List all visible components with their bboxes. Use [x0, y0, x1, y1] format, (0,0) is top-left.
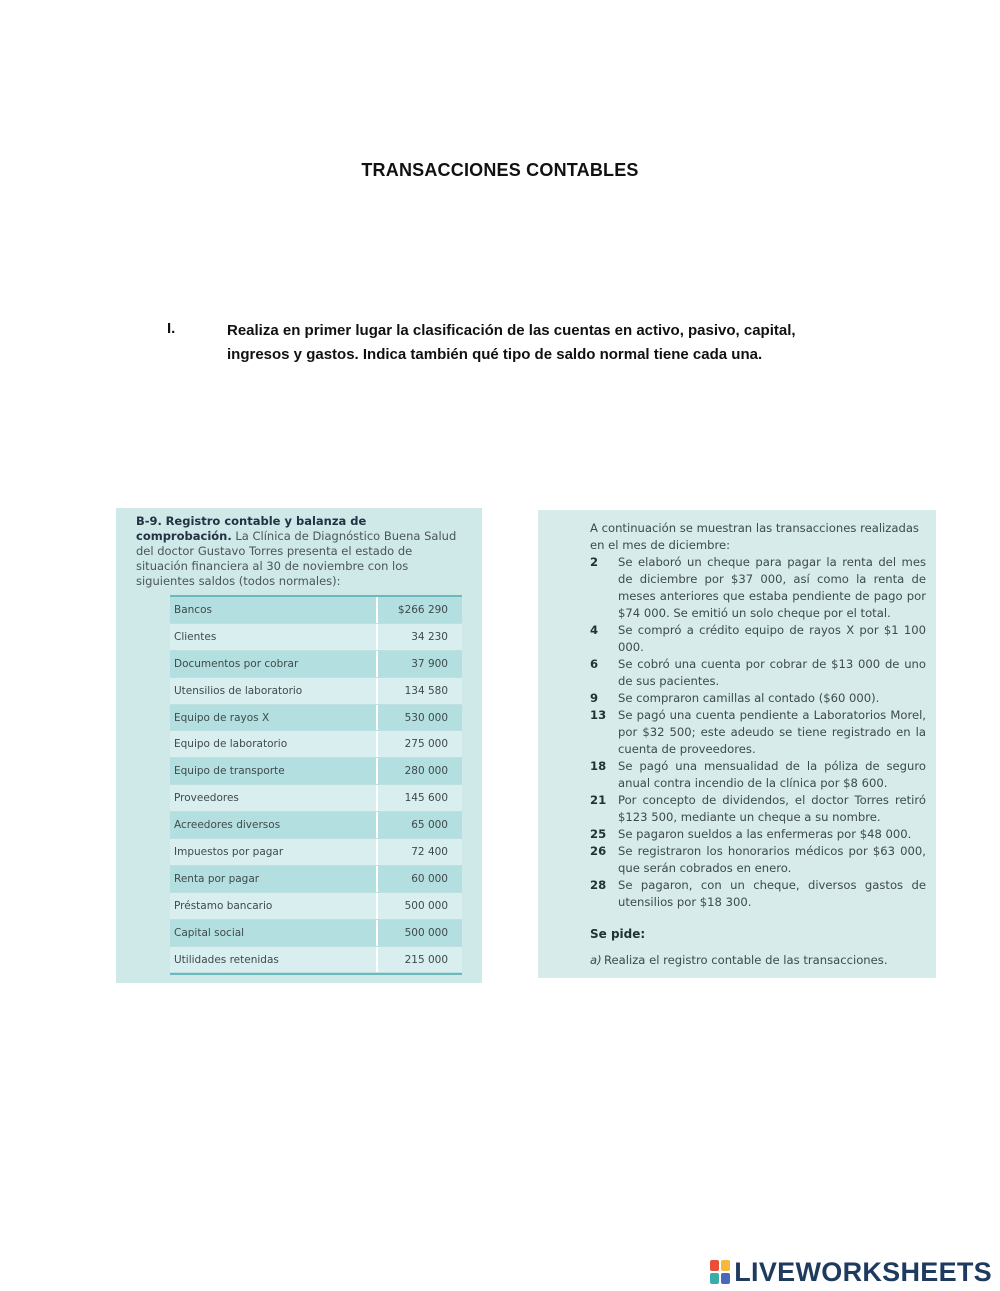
brand-logo-icon [710, 1260, 730, 1284]
transaction-day: 21 [590, 793, 607, 807]
table-row [170, 678, 462, 705]
table-row [170, 624, 462, 651]
account-name: Utilidades retenidas [170, 947, 378, 973]
task-item [590, 953, 926, 967]
transaction-day: 18 [590, 759, 607, 773]
account-amount: 215 000 [404, 953, 448, 966]
balance-table [170, 595, 462, 975]
list-item [590, 877, 926, 911]
table-row [170, 705, 462, 732]
account-amount: 280 000 [404, 765, 448, 778]
list-item [590, 843, 926, 877]
instruction-number: I. [167, 320, 176, 337]
problem-statement [136, 514, 464, 589]
account-amount: 60 000 [411, 872, 448, 885]
table-row [170, 785, 462, 812]
instruction-text: Realiza en primer lugar la clasificación de las cuentas en activo, pasivo, capital, ingresos y gastos. Indica también qué tipo de saldo normal tiene cada una. [227, 322, 796, 363]
brand-name: LIVEWORKSHEETS [734, 1256, 992, 1287]
account-name: Documentos por cobrar [170, 651, 378, 677]
account-name: Equipo de rayos X [170, 705, 378, 731]
table-row [170, 920, 462, 947]
transaction-text: Se cobró una cuenta por cobrar de $13 000 de uno de sus pacientes. [618, 657, 926, 688]
transaction-day: 26 [590, 844, 607, 858]
account-amount: 145 600 [404, 792, 448, 805]
table-row [170, 839, 462, 866]
table-row [170, 893, 462, 920]
list-item [590, 792, 926, 826]
transaction-text: Se pagaron, con un cheque, diversos gastos de utensilios por $18 300. [618, 878, 926, 909]
table-row [170, 597, 462, 624]
list-item [590, 826, 926, 843]
list-item [590, 622, 926, 656]
transactions-intro: A continuación se muestran las transacciones realizadas en el mes de diciembre: [590, 521, 919, 552]
transaction-text: Se pagaron sueldos a las enfermeras por $48 000. [618, 827, 912, 841]
account-amount: 530 000 [404, 711, 448, 724]
account-name: Proveedores [170, 785, 378, 811]
table-row [170, 758, 462, 785]
transaction-day: 13 [590, 708, 607, 722]
account-amount: 72 400 [411, 845, 448, 858]
table-row [170, 812, 462, 839]
balance-panel [116, 508, 482, 983]
list-item [590, 554, 926, 622]
problem-description: La Clínica de Diagnóstico Buena Salud del doctor Gustavo Torres presenta el estado de situación financiera al 30 de noviembre con los siguientes saldos (todos normales): [136, 529, 457, 588]
requirement-heading: Se pide: [590, 927, 646, 941]
account-name: Capital social [170, 920, 378, 946]
task-text: Realiza el registro contable de las transacciones. [604, 953, 888, 967]
account-name: Equipo de transporte [170, 758, 378, 784]
list-item [590, 707, 926, 758]
transactions-list [590, 554, 926, 911]
account-amount: 37 900 [411, 657, 448, 670]
account-amount: 500 000 [404, 926, 448, 939]
transaction-day: 9 [590, 691, 599, 705]
table-row [170, 731, 462, 758]
transaction-day: 2 [590, 555, 599, 569]
account-amount: 65 000 [411, 819, 448, 832]
table-row [170, 651, 462, 678]
account-name: Acreedores diversos [170, 812, 378, 838]
transaction-text: Se compró a crédito equipo de rayos X por $1 100 000. [618, 623, 926, 654]
transaction-day: 4 [590, 623, 599, 637]
transactions-panel [538, 510, 936, 978]
table-row [170, 947, 462, 974]
account-name: Equipo de laboratorio [170, 731, 378, 757]
account-name: Renta por pagar [170, 866, 378, 892]
account-amount: $266 290 [397, 603, 448, 616]
transaction-day: 6 [590, 657, 599, 671]
problem-heading: Registro contable y balanza de comprobación. [136, 514, 367, 543]
account-amount: 275 000 [404, 738, 448, 751]
transaction-text: Se compraron camillas al contado ($60 000). [618, 691, 880, 705]
list-item [590, 690, 926, 707]
transaction-text: Se registraron los honorarios médicos por $63 000, que serán cobrados en enero. [618, 844, 926, 875]
transaction-text: Se pagó una mensualidad de la póliza de seguro anual contra incendio de la clínica por $8 600. [618, 759, 926, 790]
transaction-day: 25 [590, 827, 607, 841]
account-name: Utensilios de laboratorio [170, 678, 378, 704]
transaction-text: Se pagó una cuenta pendiente a Laboratorios Morel, por $32 500; este adeudo se tiene registrado en la cuenta de proveedores. [618, 708, 926, 756]
account-amount: 34 230 [411, 630, 448, 643]
list-item [590, 758, 926, 792]
task-letter: a) [590, 953, 602, 967]
account-name: Bancos [170, 597, 378, 623]
account-name: Clientes [170, 624, 378, 650]
table-row [170, 866, 462, 893]
account-name: Impuestos por pagar [170, 839, 378, 865]
transaction-day: 28 [590, 878, 607, 892]
transaction-text: Por concepto de dividendos, el doctor Torres retiró $123 500, mediante un cheque a su nombre. [618, 793, 926, 824]
transaction-text: Se elaboró un cheque para pagar la renta del mes de diciembre por $37 000, así como la renta de meses anteriores que estaba pendiente de pago por $74 000. Se emitió un solo cheque por el total. [618, 555, 926, 620]
list-item [590, 656, 926, 690]
account-name: Préstamo bancario [170, 893, 378, 919]
brand-footer[interactable] [710, 1257, 992, 1287]
account-amount: 500 000 [404, 899, 448, 912]
problem-code: B-9. [136, 514, 162, 528]
account-amount: 134 580 [404, 684, 448, 697]
page-title: TRANSACCIONES CONTABLES [361, 160, 639, 180]
